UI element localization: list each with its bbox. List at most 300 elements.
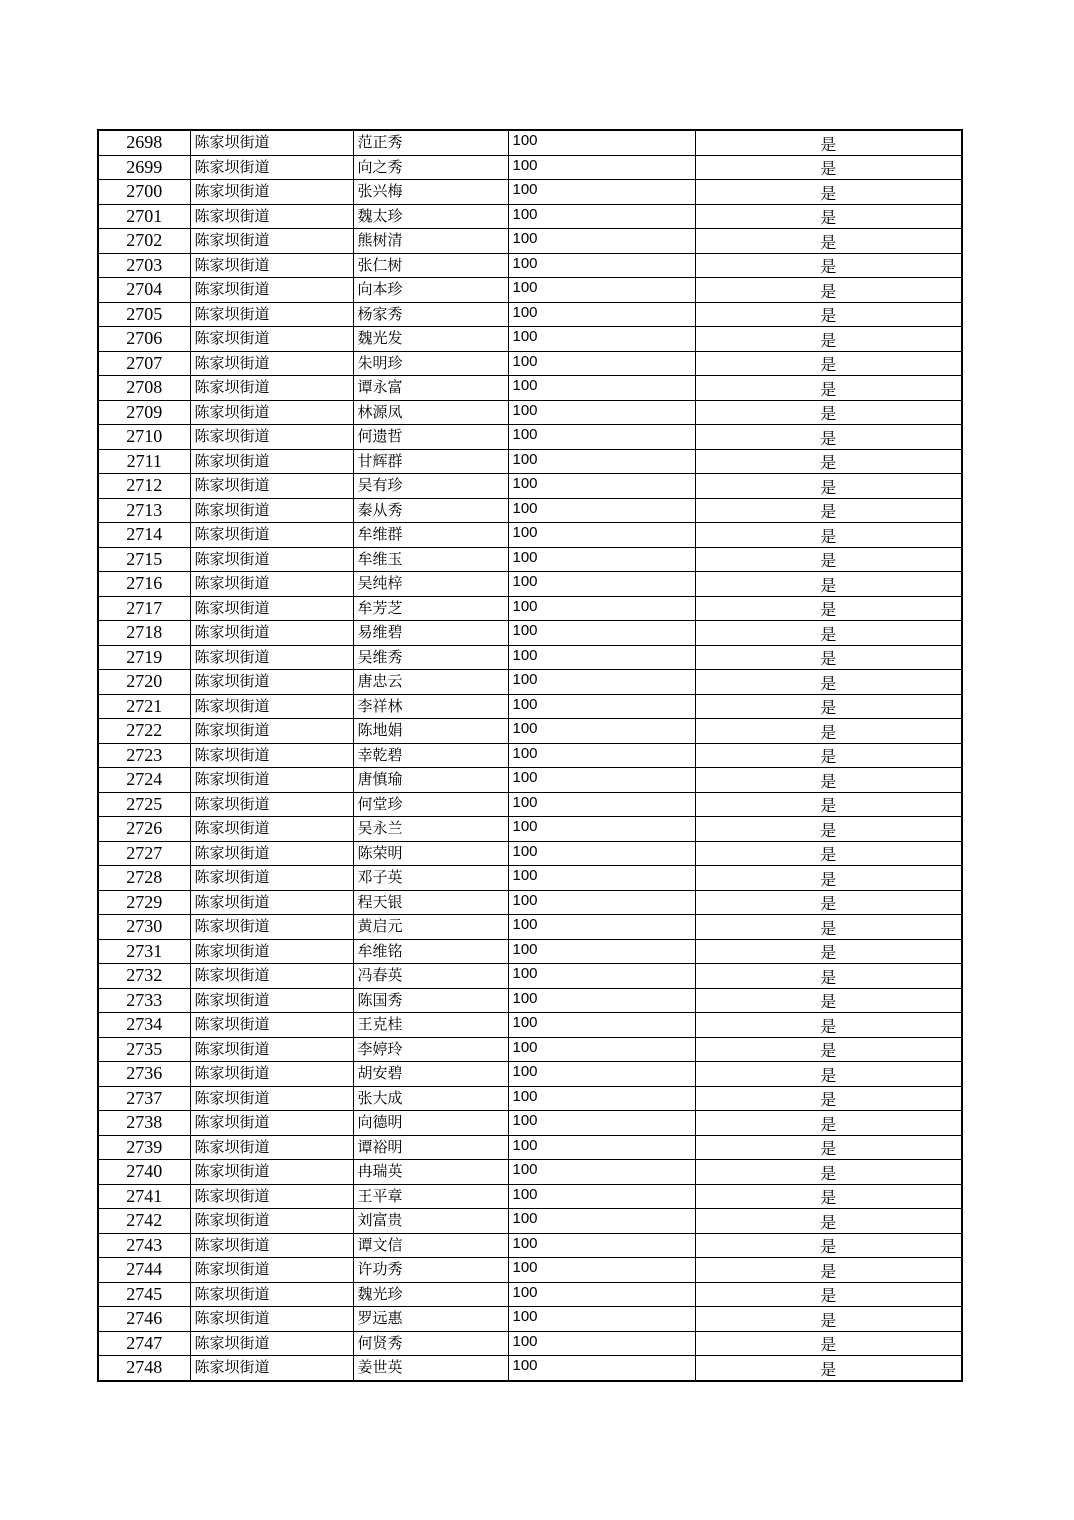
person-name-cell: 谭裕明	[353, 1135, 508, 1160]
amount-cell: 100	[508, 425, 695, 450]
person-name-cell: 何堂珍	[353, 792, 508, 817]
amount-cell: 100	[508, 474, 695, 499]
street-cell: 陈家坝街道	[190, 1160, 353, 1185]
street-cell: 陈家坝街道	[190, 376, 353, 401]
table-row	[98, 449, 962, 474]
amount-cell: 100	[508, 278, 695, 303]
table-row	[98, 1111, 962, 1136]
table-row	[98, 866, 962, 891]
row-number-cell: 2709	[98, 400, 190, 425]
row-number-cell: 2738	[98, 1111, 190, 1136]
person-name-cell: 程天银	[353, 890, 508, 915]
row-number-cell: 2744	[98, 1258, 190, 1283]
row-number-cell: 2712	[98, 474, 190, 499]
person-name-cell: 吴纯梓	[353, 572, 508, 597]
row-number-cell: 2747	[98, 1331, 190, 1356]
person-name-cell: 冉瑞英	[353, 1160, 508, 1185]
table-row	[98, 180, 962, 205]
table-row	[98, 400, 962, 425]
amount-cell: 100	[508, 449, 695, 474]
status-flag-cell: 是	[695, 1013, 962, 1038]
amount-cell: 100	[508, 768, 695, 793]
status-flag-cell: 是	[695, 425, 962, 450]
status-flag-cell: 是	[695, 229, 962, 254]
table-row	[98, 645, 962, 670]
amount-cell: 100	[508, 645, 695, 670]
table-row	[98, 547, 962, 572]
person-name-cell: 张兴梅	[353, 180, 508, 205]
status-flag-cell: 是	[695, 327, 962, 352]
street-cell: 陈家坝街道	[190, 498, 353, 523]
status-flag-cell: 是	[695, 474, 962, 499]
amount-cell: 100	[508, 1258, 695, 1283]
status-flag-cell: 是	[695, 278, 962, 303]
street-cell: 陈家坝街道	[190, 1013, 353, 1038]
status-flag-cell: 是	[695, 400, 962, 425]
amount-cell: 100	[508, 817, 695, 842]
status-flag-cell: 是	[695, 1233, 962, 1258]
table-row	[98, 1062, 962, 1087]
person-name-cell: 张大成	[353, 1086, 508, 1111]
amount-cell: 100	[508, 327, 695, 352]
amount-cell: 100	[508, 253, 695, 278]
status-flag-cell: 是	[695, 523, 962, 548]
row-number-cell: 2727	[98, 841, 190, 866]
amount-cell: 100	[508, 1184, 695, 1209]
status-flag-cell: 是	[695, 1307, 962, 1332]
status-flag-cell: 是	[695, 841, 962, 866]
table-row	[98, 425, 962, 450]
street-cell: 陈家坝街道	[190, 180, 353, 205]
row-number-cell: 2732	[98, 964, 190, 989]
table-row	[98, 817, 962, 842]
street-cell: 陈家坝街道	[190, 915, 353, 940]
status-flag-cell: 是	[695, 1111, 962, 1136]
street-cell: 陈家坝街道	[190, 1111, 353, 1136]
amount-cell: 100	[508, 841, 695, 866]
person-name-cell: 幸乾碧	[353, 743, 508, 768]
street-cell: 陈家坝街道	[190, 1356, 353, 1381]
street-cell: 陈家坝街道	[190, 449, 353, 474]
person-name-cell: 姜世英	[353, 1356, 508, 1381]
street-cell: 陈家坝街道	[190, 1062, 353, 1087]
person-name-cell: 黄启元	[353, 915, 508, 940]
row-number-cell: 2716	[98, 572, 190, 597]
person-name-cell: 林源凤	[353, 400, 508, 425]
person-name-cell: 李祥林	[353, 694, 508, 719]
status-flag-cell: 是	[695, 1258, 962, 1283]
amount-cell: 100	[508, 1233, 695, 1258]
table-row	[98, 694, 962, 719]
row-number-cell: 2710	[98, 425, 190, 450]
status-flag-cell: 是	[695, 180, 962, 205]
amount-cell: 100	[508, 1013, 695, 1038]
table-row	[98, 1184, 962, 1209]
table-row	[98, 1135, 962, 1160]
status-flag-cell: 是	[695, 939, 962, 964]
street-cell: 陈家坝街道	[190, 645, 353, 670]
street-cell: 陈家坝街道	[190, 523, 353, 548]
table-row	[98, 841, 962, 866]
person-name-cell: 向本珍	[353, 278, 508, 303]
table-row	[98, 229, 962, 254]
table-row	[98, 1209, 962, 1234]
status-flag-cell: 是	[695, 890, 962, 915]
status-flag-cell: 是	[695, 155, 962, 180]
street-cell: 陈家坝街道	[190, 327, 353, 352]
amount-cell: 100	[508, 866, 695, 891]
street-cell: 陈家坝街道	[190, 130, 353, 155]
status-flag-cell: 是	[695, 670, 962, 695]
amount-cell: 100	[508, 964, 695, 989]
amount-cell: 100	[508, 1062, 695, 1087]
status-flag-cell: 是	[695, 1331, 962, 1356]
row-number-cell: 2715	[98, 547, 190, 572]
row-number-cell: 2748	[98, 1356, 190, 1381]
row-number-cell: 2741	[98, 1184, 190, 1209]
street-cell: 陈家坝街道	[190, 1233, 353, 1258]
table-row	[98, 130, 962, 155]
amount-cell: 100	[508, 1086, 695, 1111]
person-name-cell: 陈荣明	[353, 841, 508, 866]
table-row	[98, 915, 962, 940]
row-number-cell: 2746	[98, 1307, 190, 1332]
table-row	[98, 155, 962, 180]
street-cell: 陈家坝街道	[190, 1184, 353, 1209]
table-row	[98, 278, 962, 303]
street-cell: 陈家坝街道	[190, 621, 353, 646]
street-cell: 陈家坝街道	[190, 1307, 353, 1332]
row-number-cell: 2707	[98, 351, 190, 376]
table-row	[98, 768, 962, 793]
person-name-cell: 魏光珍	[353, 1282, 508, 1307]
person-name-cell: 熊树清	[353, 229, 508, 254]
table-row	[98, 596, 962, 621]
amount-cell: 100	[508, 376, 695, 401]
person-name-cell: 冯春英	[353, 964, 508, 989]
status-flag-cell: 是	[695, 866, 962, 891]
row-number-cell: 2725	[98, 792, 190, 817]
table-row	[98, 890, 962, 915]
roster-table	[97, 129, 963, 1382]
status-flag-cell: 是	[695, 376, 962, 401]
street-cell: 陈家坝街道	[190, 253, 353, 278]
table-row	[98, 1356, 962, 1381]
table-row	[98, 1233, 962, 1258]
row-number-cell: 2708	[98, 376, 190, 401]
table-row	[98, 523, 962, 548]
status-flag-cell: 是	[695, 743, 962, 768]
person-name-cell: 向德明	[353, 1111, 508, 1136]
amount-cell: 100	[508, 1160, 695, 1185]
table-row	[98, 1258, 962, 1283]
street-cell: 陈家坝街道	[190, 204, 353, 229]
row-number-cell: 2736	[98, 1062, 190, 1087]
table-row	[98, 988, 962, 1013]
person-name-cell: 魏光发	[353, 327, 508, 352]
amount-cell: 100	[508, 1037, 695, 1062]
status-flag-cell: 是	[695, 204, 962, 229]
status-flag-cell: 是	[695, 817, 962, 842]
status-flag-cell: 是	[695, 351, 962, 376]
status-flag-cell: 是	[695, 719, 962, 744]
row-number-cell: 2711	[98, 449, 190, 474]
row-number-cell: 2722	[98, 719, 190, 744]
person-name-cell: 吴维秀	[353, 645, 508, 670]
amount-cell: 100	[508, 302, 695, 327]
street-cell: 陈家坝街道	[190, 988, 353, 1013]
amount-cell: 100	[508, 596, 695, 621]
table-row	[98, 204, 962, 229]
street-cell: 陈家坝街道	[190, 1209, 353, 1234]
amount-cell: 100	[508, 572, 695, 597]
row-number-cell: 2698	[98, 130, 190, 155]
street-cell: 陈家坝街道	[190, 817, 353, 842]
row-number-cell: 2703	[98, 253, 190, 278]
street-cell: 陈家坝街道	[190, 1135, 353, 1160]
table-row	[98, 1307, 962, 1332]
status-flag-cell: 是	[695, 964, 962, 989]
street-cell: 陈家坝街道	[190, 229, 353, 254]
row-number-cell: 2718	[98, 621, 190, 646]
amount-cell: 100	[508, 1135, 695, 1160]
person-name-cell: 邓子英	[353, 866, 508, 891]
status-flag-cell: 是	[695, 988, 962, 1013]
amount-cell: 100	[508, 1331, 695, 1356]
person-name-cell: 谭永富	[353, 376, 508, 401]
person-name-cell: 向之秀	[353, 155, 508, 180]
street-cell: 陈家坝街道	[190, 694, 353, 719]
row-number-cell: 2737	[98, 1086, 190, 1111]
status-flag-cell: 是	[695, 915, 962, 940]
person-name-cell: 范正秀	[353, 130, 508, 155]
row-number-cell: 2739	[98, 1135, 190, 1160]
table-row	[98, 719, 962, 744]
amount-cell: 100	[508, 670, 695, 695]
status-flag-cell: 是	[695, 253, 962, 278]
table-row	[98, 743, 962, 768]
row-number-cell: 2719	[98, 645, 190, 670]
person-name-cell: 罗远惠	[353, 1307, 508, 1332]
status-flag-cell: 是	[695, 1135, 962, 1160]
street-cell: 陈家坝街道	[190, 155, 353, 180]
row-number-cell: 2702	[98, 229, 190, 254]
amount-cell: 100	[508, 204, 695, 229]
person-name-cell: 易维碧	[353, 621, 508, 646]
amount-cell: 100	[508, 719, 695, 744]
table-row	[98, 327, 962, 352]
street-cell: 陈家坝街道	[190, 302, 353, 327]
amount-cell: 100	[508, 890, 695, 915]
amount-cell: 100	[508, 939, 695, 964]
row-number-cell: 2721	[98, 694, 190, 719]
amount-cell: 100	[508, 1282, 695, 1307]
status-flag-cell: 是	[695, 694, 962, 719]
status-flag-cell: 是	[695, 1356, 962, 1381]
table-row	[98, 572, 962, 597]
status-flag-cell: 是	[695, 792, 962, 817]
row-number-cell: 2720	[98, 670, 190, 695]
street-cell: 陈家坝街道	[190, 1258, 353, 1283]
table-row	[98, 474, 962, 499]
status-flag-cell: 是	[695, 621, 962, 646]
status-flag-cell: 是	[695, 302, 962, 327]
person-name-cell: 陈国秀	[353, 988, 508, 1013]
street-cell: 陈家坝街道	[190, 351, 353, 376]
person-name-cell: 吴永兰	[353, 817, 508, 842]
status-flag-cell: 是	[695, 449, 962, 474]
person-name-cell: 吴有珍	[353, 474, 508, 499]
street-cell: 陈家坝街道	[190, 400, 353, 425]
row-number-cell: 2734	[98, 1013, 190, 1038]
amount-cell: 100	[508, 180, 695, 205]
row-number-cell: 2743	[98, 1233, 190, 1258]
row-number-cell: 2731	[98, 939, 190, 964]
person-name-cell: 何贤秀	[353, 1331, 508, 1356]
person-name-cell: 牟维玉	[353, 547, 508, 572]
table-row	[98, 1086, 962, 1111]
person-name-cell: 唐忠云	[353, 670, 508, 695]
street-cell: 陈家坝街道	[190, 425, 353, 450]
table-row	[98, 498, 962, 523]
street-cell: 陈家坝街道	[190, 719, 353, 744]
person-name-cell: 牟维铭	[353, 939, 508, 964]
street-cell: 陈家坝街道	[190, 278, 353, 303]
amount-cell: 100	[508, 498, 695, 523]
status-flag-cell: 是	[695, 1160, 962, 1185]
row-number-cell: 2700	[98, 180, 190, 205]
person-name-cell: 唐慎瑜	[353, 768, 508, 793]
person-name-cell: 牟芳芝	[353, 596, 508, 621]
person-name-cell: 杨家秀	[353, 302, 508, 327]
street-cell: 陈家坝街道	[190, 596, 353, 621]
street-cell: 陈家坝街道	[190, 964, 353, 989]
person-name-cell: 王平章	[353, 1184, 508, 1209]
status-flag-cell: 是	[695, 547, 962, 572]
status-flag-cell: 是	[695, 572, 962, 597]
row-number-cell: 2699	[98, 155, 190, 180]
person-name-cell: 张仁树	[353, 253, 508, 278]
table-row	[98, 351, 962, 376]
amount-cell: 100	[508, 130, 695, 155]
row-number-cell: 2724	[98, 768, 190, 793]
person-name-cell: 朱明珍	[353, 351, 508, 376]
row-number-cell: 2714	[98, 523, 190, 548]
row-number-cell: 2704	[98, 278, 190, 303]
table-row	[98, 1160, 962, 1185]
status-flag-cell: 是	[695, 498, 962, 523]
table-row	[98, 792, 962, 817]
amount-cell: 100	[508, 915, 695, 940]
person-name-cell: 甘辉群	[353, 449, 508, 474]
amount-cell: 100	[508, 547, 695, 572]
table-row	[98, 1331, 962, 1356]
amount-cell: 100	[508, 792, 695, 817]
status-flag-cell: 是	[695, 596, 962, 621]
table-row	[98, 964, 962, 989]
status-flag-cell: 是	[695, 1086, 962, 1111]
table-row	[98, 376, 962, 401]
street-cell: 陈家坝街道	[190, 547, 353, 572]
street-cell: 陈家坝街道	[190, 866, 353, 891]
table-row	[98, 1282, 962, 1307]
street-cell: 陈家坝街道	[190, 792, 353, 817]
row-number-cell: 2733	[98, 988, 190, 1013]
street-cell: 陈家坝街道	[190, 743, 353, 768]
row-number-cell: 2713	[98, 498, 190, 523]
table-row	[98, 1013, 962, 1038]
amount-cell: 100	[508, 523, 695, 548]
row-number-cell: 2740	[98, 1160, 190, 1185]
amount-cell: 100	[508, 1111, 695, 1136]
street-cell: 陈家坝街道	[190, 1331, 353, 1356]
street-cell: 陈家坝街道	[190, 1086, 353, 1111]
amount-cell: 100	[508, 743, 695, 768]
person-name-cell: 刘富贵	[353, 1209, 508, 1234]
table-row	[98, 670, 962, 695]
street-cell: 陈家坝街道	[190, 890, 353, 915]
amount-cell: 100	[508, 1307, 695, 1332]
status-flag-cell: 是	[695, 1184, 962, 1209]
street-cell: 陈家坝街道	[190, 1282, 353, 1307]
row-number-cell: 2705	[98, 302, 190, 327]
person-name-cell: 胡安碧	[353, 1062, 508, 1087]
status-flag-cell: 是	[695, 645, 962, 670]
row-number-cell: 2745	[98, 1282, 190, 1307]
status-flag-cell: 是	[695, 1062, 962, 1087]
row-number-cell: 2730	[98, 915, 190, 940]
row-number-cell: 2726	[98, 817, 190, 842]
status-flag-cell: 是	[695, 768, 962, 793]
row-number-cell: 2735	[98, 1037, 190, 1062]
amount-cell: 100	[508, 351, 695, 376]
person-name-cell: 许功秀	[353, 1258, 508, 1283]
street-cell: 陈家坝街道	[190, 841, 353, 866]
row-number-cell: 2706	[98, 327, 190, 352]
status-flag-cell: 是	[695, 130, 962, 155]
table-row	[98, 621, 962, 646]
roster-table-body	[98, 130, 962, 1381]
amount-cell: 100	[508, 621, 695, 646]
status-flag-cell: 是	[695, 1209, 962, 1234]
street-cell: 陈家坝街道	[190, 670, 353, 695]
table-row	[98, 939, 962, 964]
person-name-cell: 牟维群	[353, 523, 508, 548]
table-row	[98, 253, 962, 278]
status-flag-cell: 是	[695, 1282, 962, 1307]
row-number-cell: 2701	[98, 204, 190, 229]
person-name-cell: 王克桂	[353, 1013, 508, 1038]
row-number-cell: 2742	[98, 1209, 190, 1234]
amount-cell: 100	[508, 694, 695, 719]
amount-cell: 100	[508, 1209, 695, 1234]
street-cell: 陈家坝街道	[190, 474, 353, 499]
person-name-cell: 秦从秀	[353, 498, 508, 523]
person-name-cell: 李婷玲	[353, 1037, 508, 1062]
status-flag-cell: 是	[695, 1037, 962, 1062]
row-number-cell: 2723	[98, 743, 190, 768]
amount-cell: 100	[508, 400, 695, 425]
row-number-cell: 2729	[98, 890, 190, 915]
amount-cell: 100	[508, 229, 695, 254]
row-number-cell: 2728	[98, 866, 190, 891]
street-cell: 陈家坝街道	[190, 572, 353, 597]
person-name-cell: 何遗哲	[353, 425, 508, 450]
person-name-cell: 魏太珍	[353, 204, 508, 229]
street-cell: 陈家坝街道	[190, 1037, 353, 1062]
amount-cell: 100	[508, 155, 695, 180]
person-name-cell: 谭文信	[353, 1233, 508, 1258]
